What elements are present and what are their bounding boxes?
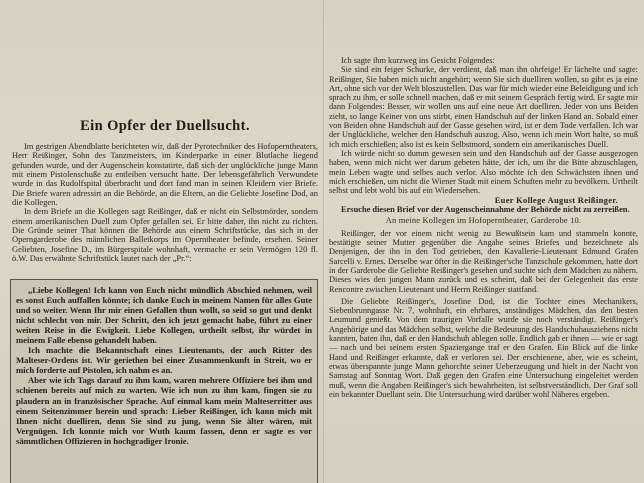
- left-column: [10, 0, 320, 483]
- letter-paragraph: Aber wie ich Tags darauf zu ihm kam, waren mehrere Offiziere bei ihm und schienen bereits auf mich zu warten. Wie ich nun zu ihm kam, fingen sie zu plaudern an in französischer Sprache. Auf einmal kam mein Malteserritter aus einem Seitenzimmer herein und sprach: Lieber Reißinger, ich kann mich mit Ihnen nicht duelliren, denn Sie sind zu jung, wenn Sie älter wären, mit Vergnügen. Ich konnte mich vor Wuth kaum fassen, denn er sagte es vor sämmtlichen Offizieren in hochgradiger Ironie.: [16, 375, 312, 446]
- article-title: Ein Opfer der Duellsucht.: [80, 118, 250, 134]
- letter-address: An meine Kollegen im Hofoperntheater, Garderobe 10.: [385, 215, 582, 225]
- report-paragraph: Reißinger, der vor einem nicht wenig zu Bewußtsein kam und stammeln konnte, bestätigte seiner Mutter gegenüber die Angabe seines Briefes und bezeichnete als Denjenigen, der ihn in den Tod getrieben, den Kavallerie-Lieutenant Edmund Grafen Sarcelli v. Ernes. Derselbe war öfter in die Reißinger'sche Tanzschule gekommen, hatte dort in der Garderobe die Geliebte Reißinger's gesehen und suchte sich dem Mädchen zu nähern. Dieses wies den jungen Mann zurück und es scheint, daß bei der Gelegenheit das erste Rencontre zwischen Lieutenant und Herrn Reißinger stattfand.: [329, 228, 638, 294]
- article-intro: [12, 142, 318, 276]
- letter-continuation-intro: Ich sagte ihm kurzweg ins Gesicht Folgendes:: [341, 56, 495, 65]
- letter-paragraph: „Liebe Kollegen! Ich kann von Euch nicht mündlich Abschied nehmen, weil es sonst Euch auffallen könnte; ich danke Euch in meinem Namen für alles Gute und so weiter. Wenn Ihr mir einen Gefallen thun wollt, so seid so gut und denkt nicht schlecht von mir. Der Schritt, den ich jetzt gemacht habe, führt zu einer weiten Reise in die Ewigkeit. Liebe Kollegen, urtheilt selbst, ihr würdet in meinem Falle ebenso gehandelt haben.: [16, 285, 312, 346]
- letter-continuation-paragraph: Sie sind ein feiger Schurke, der verdient, daß man ihn ohrfeige! Er lächelte und sagte: Reißinger, Sie haben mich nicht angehört; wenn Sie sich duelliren wollen, so gibt es ja eine Art, ohne sich vor der Welt bloszustellen. Das war für mich wieder eine Beleidigung und ich sprach zu ihm, er solle schnell machen, daß er mit seinem Gespräch fertig wird. Er sagte mir dann Folgendes: Besser, wir wollen uns auf eine neue Art duelliren. Jeder von uns Beiden zieht, so lange Keiner von uns stirbt, einen Handschuh auf der linken Hand an. Sobald einer von Beiden ohne Handschuh auf der Gasse gesehen wird, ist er dem Tode verfallen. Ich war der Unglückliche, welcher den Handschuh auszog. Also, wenn ich mein Wort halte, so muß ich mich erschießen; also ist es kein Selbstmord, sondern ein amerikanisches Duell.: [329, 65, 638, 149]
- report-paragraph: Die Geliebte Reißinger's, Josefine Dod, ist die Tochter eines Mechanikers, Siebenbrunngasse Nr. 7, wohnhaft, ein ehrbares, anständiges Mädchen, das den besten Leumund genießt. Von dem traurigen Vorfalle wurde sie noch verständigt. Reißinger's Angehörige und das Mädchen selbst, welche die Bedeutung des Handschuhausziehens nicht kannten, baten ihn, daß er den Handschuh ablegen solle. Endlich gab er ihnen — wie er sagt — nach und bei seinem ersten Spaziergange traf er den Grafen. Ein Blick auf die linke Hand und Reißinger erkannte, daß er verloren sei. Der erschienene, aber, wie es scheint, etwas überspannte junge Mann gehorchte seiner Ueberzeugung und hielt in der Nacht von Samstag auf Sonntag Wort. Daß gegen den Grafen eine Untersuchung eingeleitet werden muß, wenn die Angaben Reißinger's sich bewahrheiten, ist selbstverständlich. Der Graf soll ein bekannter Duellant sein. Die Untersuchung wird darüber wohl Näheres ergeben.: [329, 296, 638, 399]
- intro-paragraph: In dem Briefe an die Kollegen sagt Reißinger, daß er nicht ein Selbstmörder, sondern einem amerikanischen Duell zum Opfer gefallen sei. Er bitte daher, ihn nicht zu richten. Die Gründe seiner That können die Behörde aus einem Schriftstücke, das sich in der Operngarderobe des männlichen Balletkorps im Operntheater befinde, ersehen. Seiner Geliebten, Josefine D., im Bürgerspitale wohnhaft, vermache er sein Vermögen 120 fl. ö.W. Das erwähnte Schriftstück lautet nach der „Pr.“:: [12, 206, 318, 264]
- column-divider: [323, 0, 324, 483]
- letter-continuation-paragraph: Ich würde nicht so dumm gewesen sein und den Handschuh auf der Gasse ausgezogen haben, wenn mich nicht wer darum gebeten hätte, der ich, um ihr die Bitte abzuschlagen, mein Leben wagte und selbes auch verlor. Also möchte ich den Schwächsten ihnen und mich erschießen, um nicht die Wiener Stadt mit einem Schuften mehr zu bevölkern. Urtheilt selbst und lebt wohl bis auf ein Wiedersehen.: [329, 148, 638, 196]
- letter-postscript: Ersuche diesen Brief vor der Augenscheinnahme der Behörde nicht zu zerreißen.: [341, 205, 630, 215]
- right-column: [329, 56, 638, 476]
- letter-paragraph: Ich machte die Bekanntschaft eines Lieutenants, der auch Ritter des Malteser-Ordens ist. Wir geriethen bei einer Zusammenkunft in Streit, wo er mich forderte auf Pistolen, ich nahm es an.: [16, 345, 312, 376]
- quoted-letter-box: [10, 279, 318, 483]
- letter-signature: Euer Kollege August Reißinger.: [494, 195, 618, 206]
- intro-paragraph: Im gestrigen Abendblatte berichteten wir, daß der Pyrotechniker des Hofoperntheaters, Herr Reißinger, Sohn des Tanzmeisters, im Kinderparke in einer Blutlache liegend gefunden wurde, und der Augenschein konstatirte, daß sich der unglückliche junge Mann mit einem Pistolenschuße zu entleiben versucht hatte. Der lebensgefährlich Verwundete wurde in das Rudolfspital überbracht und dort fand man in seinen Kleidern vier Briefe. Die Briefe waren adressirt an die Behörde, an die Eltern, an die Geliebte Josefine Dod, an die Kollegen.: [12, 142, 318, 208]
